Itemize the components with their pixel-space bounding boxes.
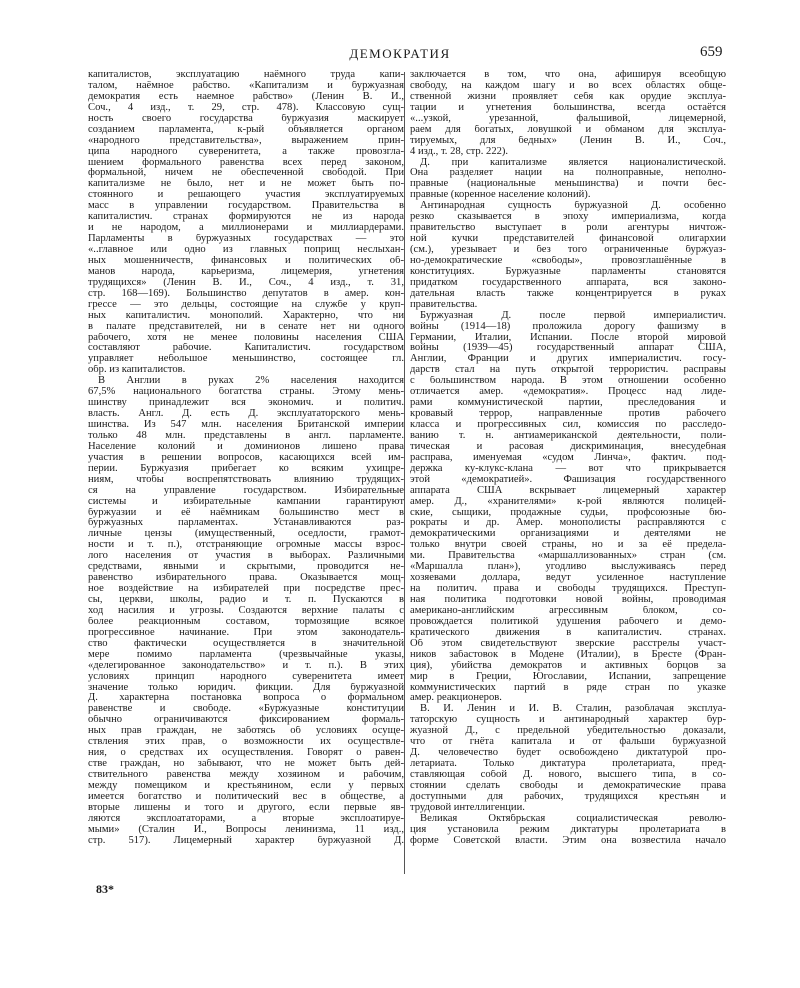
text-line: тации и угнетения большинства, всегда остаётся — [410, 102, 726, 113]
text-line: трудящихся» (Ленин В. И., Соч., 4 изд., т. 31, — [88, 277, 404, 288]
text-line: ной кучки представителей финансовой олигархии — [410, 234, 726, 245]
signature-mark: 83* — [96, 882, 114, 896]
page-number: 659 — [700, 44, 723, 60]
text-line: правительства. — [410, 299, 478, 310]
text-line: значение только юридич. фикции. Для буржуазной — [88, 682, 404, 693]
text-line: ция), убийства демократов и активных борцов за — [410, 660, 726, 671]
text-line: Буржуазная Д. после первой империалистич. — [420, 310, 726, 321]
text-line: ных капиталистич. монополий. Характерно, что ни — [88, 310, 404, 321]
text-line: ванию т. н. антиамериканской деятельности, поли- — [410, 430, 726, 441]
column-divider — [404, 72, 405, 874]
text-line: доступными для рабочих, трудящихся крестьян и — [410, 791, 726, 802]
text-line: ция установила режим диктатуры пролетариата в — [410, 824, 726, 835]
text-line: придатком государственного аппарата, вся законо- — [410, 277, 726, 288]
text-line: стоянии сделать свободы и демократические права — [410, 780, 726, 791]
text-line: класса и прогрессивных сил, комиссия по расследо- — [410, 420, 726, 430]
text-line: буржуазии и её наёмникам большинство мест в — [88, 507, 404, 518]
text-line: имеется богатство и политический вес в обществе, а — [88, 791, 404, 802]
text-line: 4 изд., т. 28, стр. 222). — [410, 146, 509, 157]
text-line: ных мошенничеств, финансовых и политических об- — [88, 255, 404, 266]
text-line: с большинством народа. В этом отношении особенно — [410, 376, 726, 387]
text-line: сы, церкви, школы, радио и т. п. Пускаются в — [88, 595, 404, 605]
text-line: ские, сыщики, продажные судьи, профсоюзные бю- — [410, 507, 726, 518]
text-line: тируемых, для бедных» (Ленин В. И., Соч., — [410, 135, 726, 146]
text-line: ное воздействие на избирателей при посредстве прес- — [88, 584, 404, 595]
text-line: Население колоний и доминионов лишено права — [88, 441, 404, 452]
text-line: амер. Д., «хранителями» к-рой являются полицей- — [410, 496, 726, 507]
text-line: капиталистич. странах формируются не из народа — [88, 212, 404, 223]
text-line: личные цензы (имущественный, оседлости, грамот- — [88, 529, 404, 540]
text-line: дательная власть также концентрируется в руках — [410, 288, 726, 299]
text-line: мере помимо парламента (чрезвычайные указы, — [88, 649, 404, 660]
text-line: прогрессивное начинание. При этом законодатель- — [88, 627, 404, 638]
text-line: что от гнёта капитала и от фальши буржуазной — [410, 737, 726, 748]
text-line: летариата. Только диктатура пролетариата, пред- — [410, 759, 726, 770]
text-line: демократическими организациями и деятелями не — [410, 529, 726, 540]
text-line: хозяевами доллара, ведут усиленное наступление — [410, 573, 726, 584]
text-line: кратического движения в капиталистич. странах. — [410, 627, 726, 638]
text-line: Антинародная сущность буржуазной Д. особенно — [420, 201, 726, 212]
text-line: войны (1914—18) проложила дорогу фашизму в — [410, 321, 726, 332]
text-line: талом, наёмное рабство. «Капитализм и буржуазная — [88, 80, 404, 91]
text-line: шением формального равенства всех перед законом, — [88, 157, 404, 168]
text-line: вторые лишены и того и другого, если первые яв- — [88, 802, 404, 813]
text-line: 67,5% национального богатства страны. Этому мень- — [88, 387, 404, 398]
text-line: Англии, Франции и других империалистич. госу- — [410, 354, 726, 365]
text-line: конституциях. Буржуазные парламенты становятся — [410, 266, 726, 277]
text-line: правительство выступает в роли агентуры ничтож- — [410, 223, 726, 234]
text-line: «делегированное законодательство» и т. п.). В этих — [88, 660, 404, 671]
text-line: обычно ограничиваются фиксированием формаль- — [88, 715, 404, 726]
text-line: коммунистических партий в ряде стран по указке — [410, 682, 726, 693]
text-line: раем для богатых, ловушкой и обманом для эксплуа- — [410, 124, 726, 135]
left-column — [88, 70, 404, 847]
text-line: Об этом свидетельствуют зверские расстрелы участ- — [410, 638, 726, 649]
text-line: ственной жизни проявляет себя как орудие эксплуа- — [410, 91, 726, 102]
text-line: аппарата США вскрывает лицемерный характер — [410, 485, 726, 496]
text-line: этой «демократией». Фашизация государственного — [410, 474, 726, 485]
text-line: Д. человечество будет освобождено диктатурой про- — [410, 748, 726, 759]
text-line: более реакционным составом, тормозящие всякое — [88, 616, 404, 627]
text-line: дарств стал на путь открытой террористич. расправы — [410, 365, 726, 376]
text-line: ципа народного суверенитета, а также провозгла- — [88, 146, 404, 157]
text-line: В Англии в руках 2% населения находится — [98, 376, 404, 387]
text-line: амер. реакционеров. — [410, 693, 502, 704]
text-line: перии. Буржуазия прибегает ко всяким ухищре- — [88, 463, 404, 474]
text-line: свободу, на каждом шагу и во всех областях обще- — [410, 80, 726, 91]
text-line: манов народа, карьеризма, лицемерия, угнетения — [88, 266, 404, 277]
text-line: грессе — это дельцы, состоящие на службе у круп- — [88, 299, 404, 310]
text-line: в палате представителей, ни в сенате нет ни одного — [88, 321, 404, 332]
text-line: системы и избирательные кампании гарантируют — [88, 496, 404, 507]
text-line: форме Советской власти. Этим она возвестила начало — [410, 835, 726, 846]
text-line: «..главное или одно из главных поприщ неслыхан- — [88, 245, 404, 255]
text-line: стр. 517). Лицемерный характер буржуазной Д. — [88, 835, 404, 846]
text-line: равенство избирательного права. Оказывается мощ- — [88, 573, 404, 584]
text-line: жуазной Д., с предельной убедительностью доказали, — [410, 726, 726, 737]
text-line: ность своего государства буржуазия маскирует — [88, 113, 404, 124]
text-line: Великая Октябрьская социалистическая револю- — [420, 813, 726, 824]
text-line: условиях принцип народного суверенитета имеет — [88, 671, 404, 682]
text-line: средствами, явными и скрытыми, проводится не- — [88, 562, 404, 573]
text-line: ствления этих прав, о возможности их осуществле- — [88, 737, 404, 748]
text-line: созданием парламента, к-рый объявляется органом — [88, 124, 404, 135]
text-line: ляются эксплоататорами, а вторые эксплоатируе- — [88, 813, 404, 824]
text-line: «...узкой, урезанной, фальшивой, лицемерной, — [410, 113, 726, 124]
text-line: ставляющая собой Д. нового, высшего типа, в со- — [410, 770, 726, 780]
text-line: отличается амер. «демократия». Процесс над лиде- — [410, 387, 726, 398]
text-line: стоянного и решающего участия эксплуатируемых — [88, 190, 404, 201]
text-line: ников забастовок в Модене (Италии), в Бресте (Фран- — [410, 649, 726, 660]
text-line: Она разделяет нации на полноправные, неполно- — [410, 168, 726, 179]
text-line: равенстве и свободе. «Буржуазные конституции — [88, 704, 404, 715]
text-line: Парламенты в буржуазных государствах — это — [88, 234, 404, 245]
text-line: В. И. Ленин и И. В. Сталин, разоблачая эксплуа- — [420, 704, 726, 715]
text-line: кровавый террор, направленные против рабочего — [410, 409, 726, 420]
text-line: американо-английским агрессивным блоком, со- — [410, 605, 726, 616]
text-line: Германии, Италии, Испании. После второй мировой — [410, 332, 726, 343]
text-line: рабочего, хотя не менее половины населения США — [88, 332, 404, 343]
text-line: стве граждан, но забывают, что не может быть дей- — [88, 759, 404, 770]
text-line: составляют рабочие. Капиталистич. государством — [88, 343, 404, 354]
text-line: (см.), урезывает и без того ограниченные буржуаз- — [410, 245, 726, 255]
text-line: формальной, ничем не обеспеченной свободой. При — [88, 168, 404, 179]
text-line: расправа, именуемая «судом Линча», фактич. под- — [410, 452, 726, 463]
text-line: заключается в том, что она, афишируя всеобщую — [410, 70, 726, 80]
text-line: участия в решении вопросов, касающихся всей им- — [88, 452, 404, 463]
text-line: стр. 168—169). Большинство депутатов в амер. кон- — [88, 288, 404, 299]
text-line: «Маршалла план»), угодливо выслуживаясь перед — [410, 562, 726, 573]
text-line: шинства. Из 547 млн. населения Британской империи — [88, 420, 404, 430]
text-line: обр. из капиталистов. — [88, 365, 186, 376]
text-line: но-демократические «свободы», провозглашённые в — [410, 255, 726, 266]
text-line: Д. характерна постановка вопроса о формальном — [88, 693, 404, 704]
text-line: и не народом, а миллионерами и миллиардерами. — [88, 223, 404, 234]
text-line: лого населения от участия в выборах. Различными — [88, 551, 404, 562]
text-line: капиталистов, эксплуатацию наёмного труда капи- — [88, 70, 404, 80]
text-line: капитализме не было, нет и не может быть по- — [88, 179, 404, 190]
text-line: ствительного равенства между хозяином и рабочим, — [88, 770, 404, 780]
text-line: только внутри своей страны, но и за её предела- — [410, 540, 726, 551]
text-line: ная политика подготовки новой войны, проводимая — [410, 595, 726, 605]
text-line: мир в Греции, Югославии, Испании, запрещение — [410, 671, 726, 682]
text-line: рами коммунистической партии, преследования и — [410, 398, 726, 409]
text-line: ния, о средствах их осуществления. Говорят о равен- — [88, 748, 404, 759]
text-line: трудовой интеллигенции. — [410, 802, 525, 813]
text-line: правные (коренное население колоний). — [410, 190, 591, 201]
text-line: управляет небольшое меньшинство, состоящее гл. — [88, 354, 404, 365]
text-line: «народного представительства», выражением прин- — [88, 135, 404, 146]
text-line: ми. Правительства «маршаллизованных» стран (см. — [410, 551, 726, 562]
text-line: ности и т. п.), отстраняющие огромные массы взрос- — [88, 540, 404, 551]
text-line: ход насилия и угрозы. Создаются верхние палаты с — [88, 605, 404, 616]
running-header-title: ДЕМОКРАТИЯ — [349, 46, 451, 61]
text-line: рократы и др. Амер. монополисты расправляются с — [410, 518, 726, 529]
text-line: провождается политикой удушения рабочего и демо- — [410, 616, 726, 627]
text-line: шинству принадлежит вся экономич. и политич. — [88, 398, 404, 409]
text-line: только 48 млн. представлены в англ. парламенте. — [88, 430, 404, 441]
text-line: ся на управление государством. Избирательные — [88, 485, 404, 496]
text-line: ство фактически осуществляется в значительной — [88, 638, 404, 649]
right-column — [410, 70, 726, 847]
text-line: ных прав граждан, не заботясь об условиях осуще- — [88, 726, 404, 737]
text-line: держка ку-клукс-клана — вот что прикрывается — [410, 463, 726, 474]
text-line: ниям, чтобы воспрепятствовать влиянию трудящих- — [88, 474, 404, 485]
text-line: правные (национальные меньшинства) и почти бес- — [410, 179, 726, 190]
text-line: между помещиком и крестьянином, если у первых — [88, 780, 404, 791]
text-line: власть. Англ. Д. есть Д. эксплуататорского мень- — [88, 409, 404, 420]
text-line: Д. при капитализме является националистической. — [420, 157, 726, 168]
text-line: демократия есть наемное рабство» (Ленин В. И., — [88, 91, 404, 102]
text-line: масс в управлении государством. Правительства в — [88, 201, 404, 212]
text-line: буржуазных парламентах. Устанавливаются раз- — [88, 518, 404, 529]
text-line: тическая и расовая дискриминация, внесудебная — [410, 441, 726, 452]
text-line: Соч., 4 изд., т. 29, стр. 478). Классовую сущ- — [88, 102, 404, 113]
text-line: войны (1939—45) государственный аппарат США, — [410, 343, 726, 354]
text-line: таторскую сущность и антинародный характер бур- — [410, 715, 726, 726]
text-line: мыми» (Сталин И., Вопросы ленинизма, 11 изд., — [88, 824, 404, 835]
text-line: на политич. права и свободы трудящихся. Преступ- — [410, 584, 726, 595]
text-line: резко сказывается в эпоху империализма, когда — [410, 212, 726, 223]
